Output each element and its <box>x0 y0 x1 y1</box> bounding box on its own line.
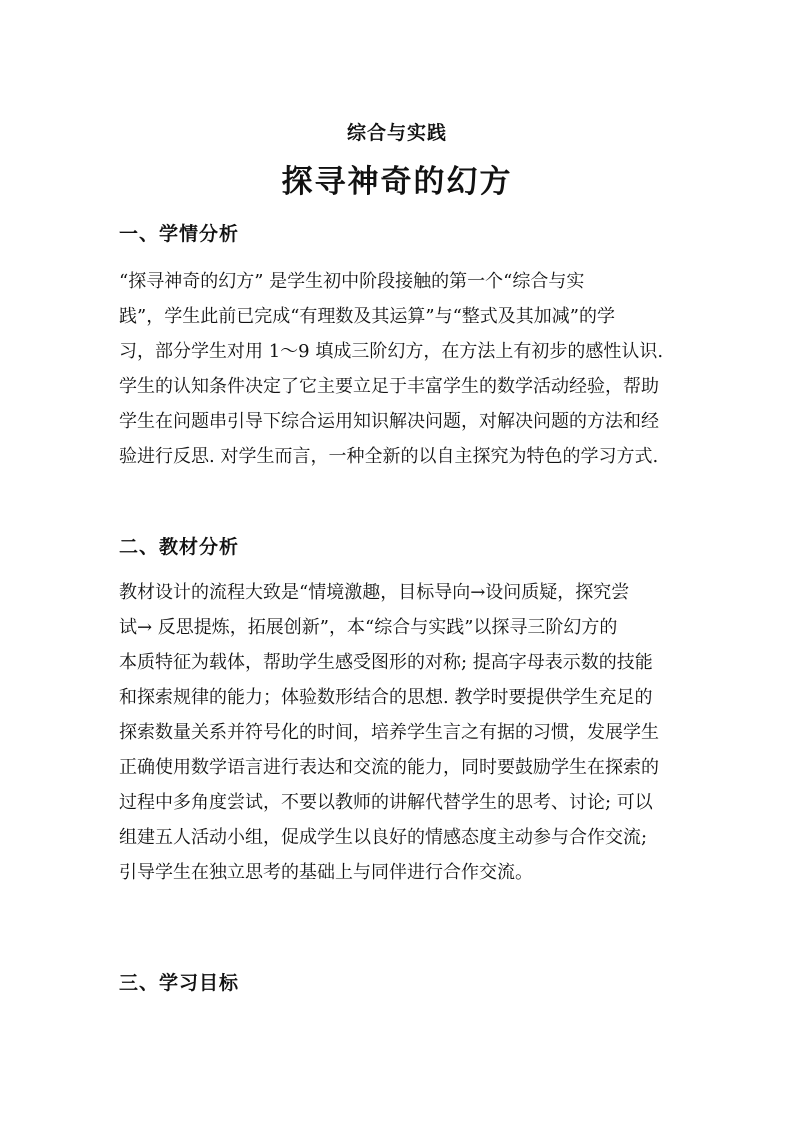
paragraph-line: 教材设计的流程大致是“情境激趣，目标导向→设问质疑，探究尝 <box>119 582 630 603</box>
paragraph-line: 正确使用数学语言进行表达和交流的能力，同时要鼓励学生在探索的 <box>119 757 659 778</box>
section-paragraph-analysis <box>119 264 679 474</box>
paragraph-line: 学生在问题串引导下综合运用知识解决问题，对解决问题的方法和经 <box>119 411 659 432</box>
section-heading-analysis: 一、学情分析 <box>119 223 240 245</box>
paragraph-line: 学生的认知条件决定了它主要立足于丰富学生的数学活动经验，帮助 <box>119 376 659 397</box>
section-paragraph-textbook <box>119 575 679 890</box>
paragraph-line: 本质特征为载体，帮助学生感受图形的对称; 提高字母表示数的技能 <box>119 652 653 673</box>
paragraph-line: 践”，学生此前已完成“有理数及其运算”与“整式及其加减”的学 <box>119 306 616 327</box>
paragraph-line: 过程中多角度尝试，不要以教师的讲解代替学生的思考、讨论; 可以 <box>119 792 653 813</box>
document-title: 探寻神奇的幻方 <box>281 164 513 200</box>
section-heading-textbook: 二、教材分析 <box>119 536 240 558</box>
section-heading-objectives: 三、学习目标 <box>119 972 240 994</box>
paragraph-line: 验进行反思. 对学生而言，一种全新的以自主探究为特色的学习方式. <box>119 446 659 467</box>
paragraph-line: 组建五人活动小组，促成学生以良好的情感态度主动参与合作交流; <box>119 827 648 848</box>
paragraph-line: 探索数量关系并符号化的时间，培养学生言之有据的习惯，发展学生 <box>119 722 659 743</box>
paragraph-line: “探寻神奇的幻方” 是学生初中阶段接触的第一个“综合与实 <box>119 271 585 292</box>
paragraph-line: 试→ 反思提炼，拓展创新”，本“综合与实践”以探寻三阶幻方的 <box>119 617 618 638</box>
document-subtitle: 综合与实践 <box>346 122 447 144</box>
paragraph-line: 引导学生在独立思考的基础上与同伴进行合作交流。 <box>119 862 533 883</box>
paragraph-line: 和探索规律的能力；体验数形结合的思想. 教学时要提供学生充足的 <box>119 687 653 708</box>
paragraph-line: 习，部分学生对用 1～9 填成三阶幻方，在方法上有初步的感性认识. <box>119 341 664 362</box>
